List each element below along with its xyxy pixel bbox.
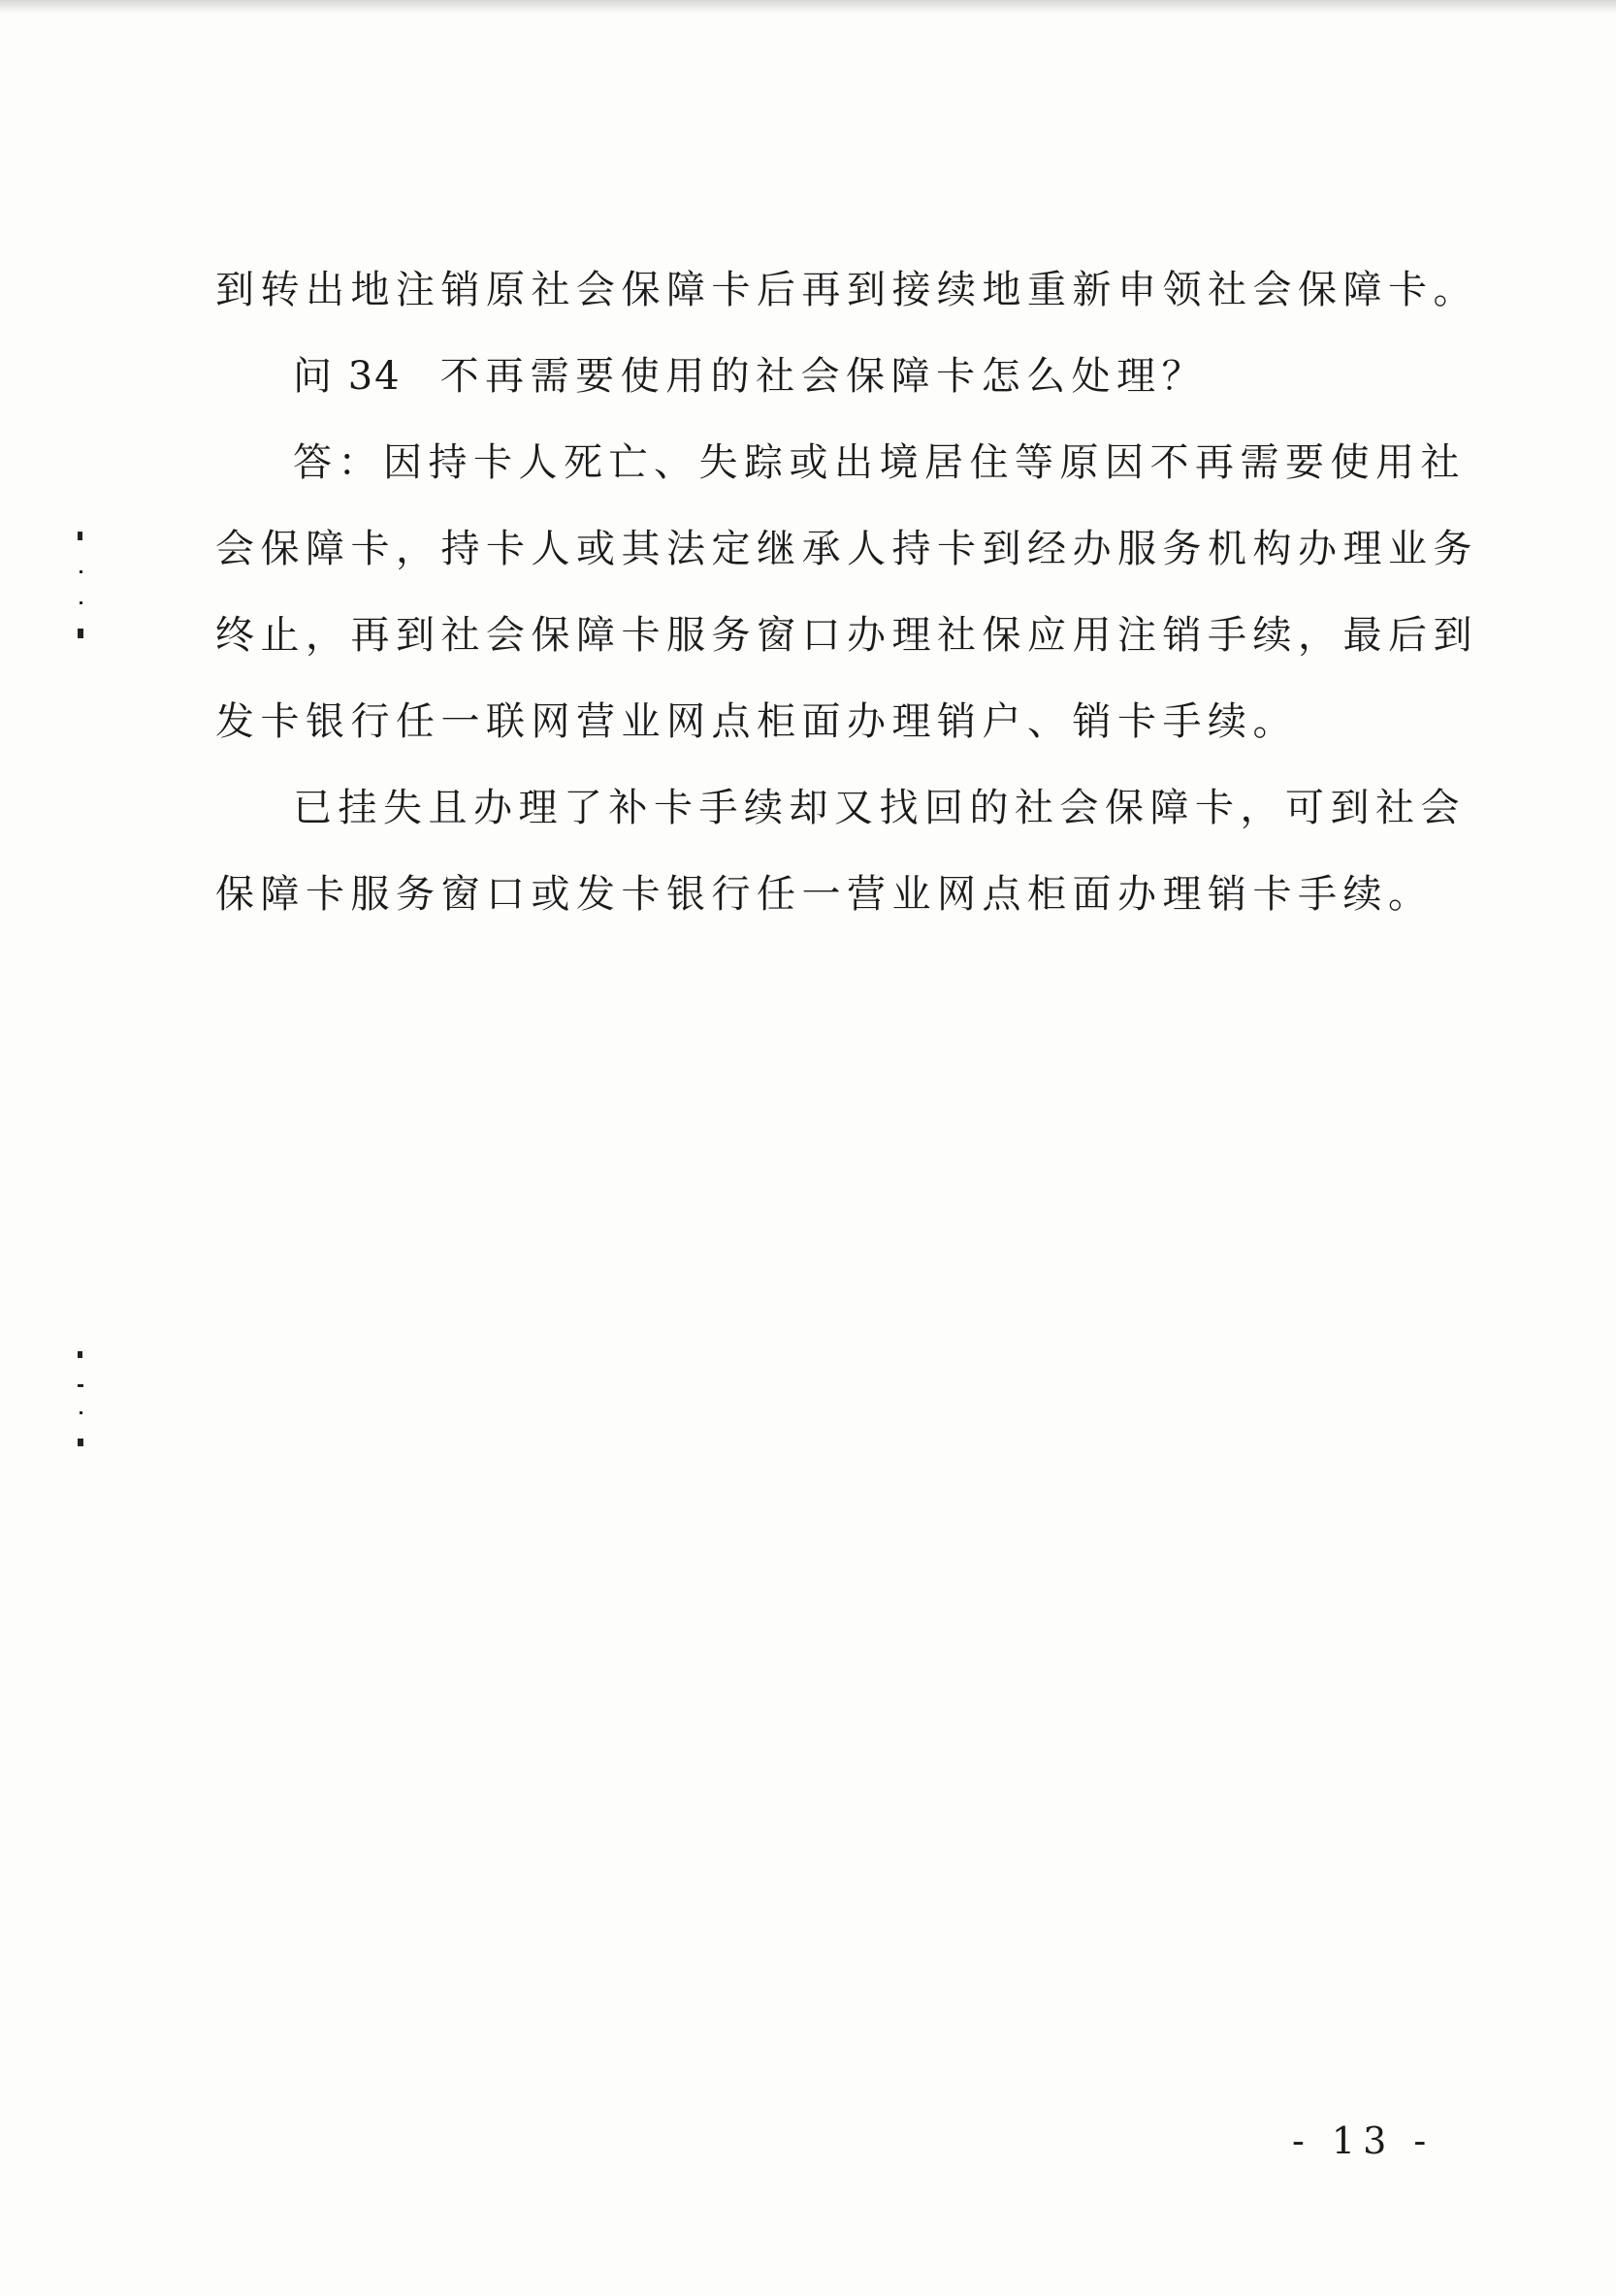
body-line: 终止，再到社会保障卡服务窗口办理社保应用注销手续，最后到 — [215, 613, 1478, 658]
binding-marks-lower — [78, 1351, 89, 1458]
binding-mark — [78, 629, 83, 638]
binding-mark — [80, 601, 82, 604]
body-line: 到转出地注销原社会保障卡后再到接续地重新申领社会保障卡。 — [215, 268, 1478, 312]
binding-mark — [80, 1411, 82, 1414]
question-number: 问 34 — [293, 354, 402, 399]
binding-mark — [78, 532, 82, 540]
body-line: 保障卡服务窗口或发卡银行任一营业网点柜面办理销卡手续。 — [215, 872, 1434, 917]
binding-marks-upper — [78, 532, 89, 648]
body-line: 会保障卡，持卡人或其法定继承人持卡到经办服务机构办理业务 — [215, 527, 1478, 571]
binding-mark — [80, 570, 82, 573]
scan-edge-shadow — [0, 0, 1616, 14]
body-line: 发卡银行任一联网营业网点柜面办理销户、销卡手续。 — [215, 699, 1298, 744]
body-line: 已挂失且办理了补卡手续却又找回的社会保障卡，可到社会 — [293, 786, 1466, 830]
answer-line: 答：因持卡人死亡、失踪或出境居住等原因不再需要使用社 — [293, 440, 1466, 485]
page-number: - 13 - — [1292, 2119, 1435, 2162]
binding-mark — [78, 1439, 83, 1446]
question-text: 不再需要使用的社会保障卡怎么处理？ — [439, 354, 1208, 399]
question-heading — [215, 334, 1418, 420]
binding-mark — [78, 1384, 83, 1387]
document-body — [215, 247, 1478, 938]
binding-mark — [78, 1351, 82, 1358]
